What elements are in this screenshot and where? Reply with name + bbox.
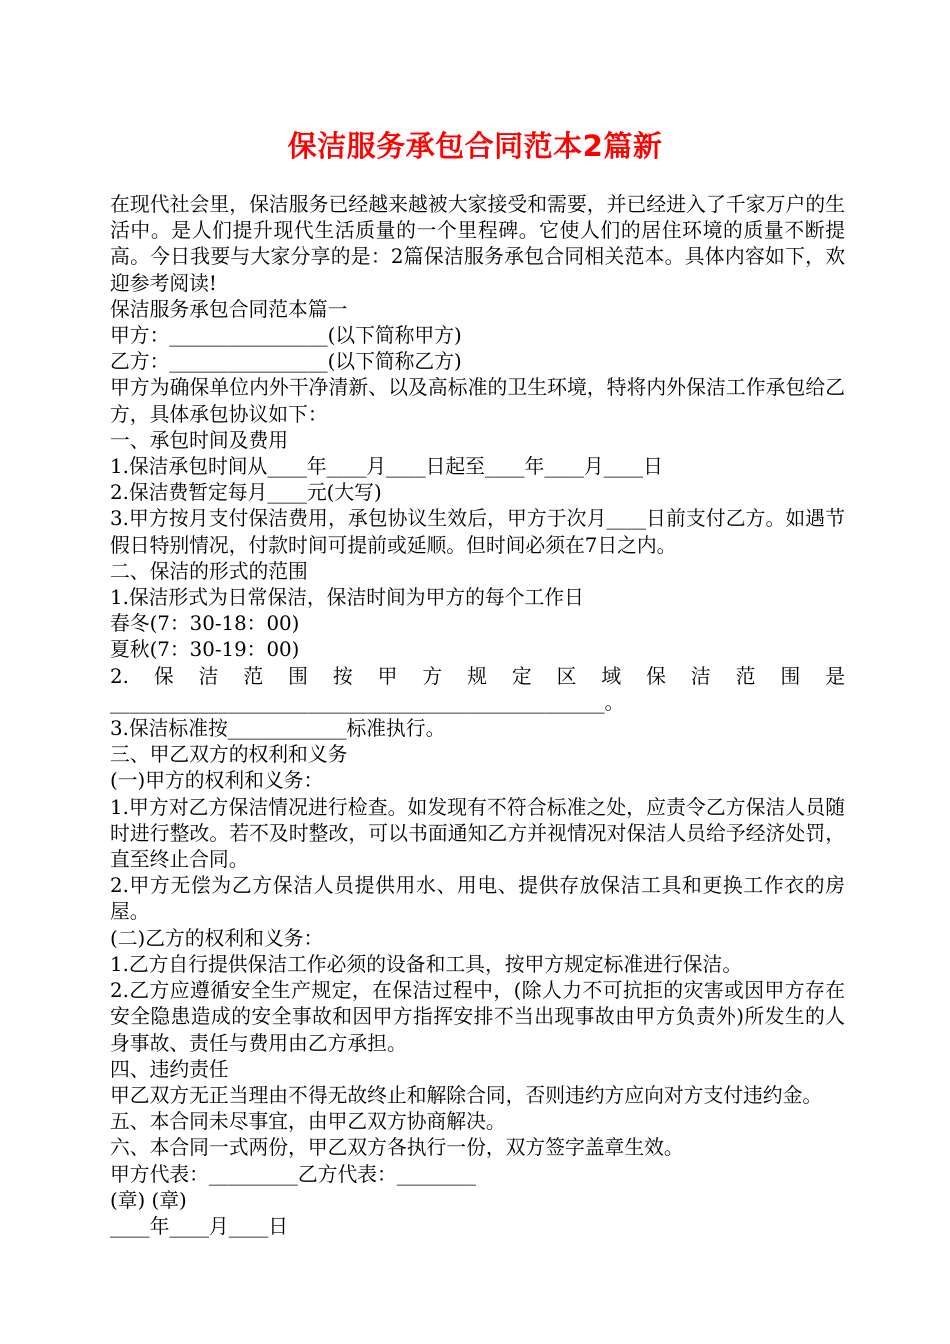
document-title: 保洁服务承包合同范本2篇新 xyxy=(287,129,663,163)
intro-paragraph: 在现代社会里，保洁服务已经越来越被大家接受和需要，并已经进入了千家万户的生活中。是人们提升现代生活质量的一个里程碑。它使人们的居住环境的质量不断提高。今日我要与大家分享的是：2篇保洁服务承包合同相关范本。具体内容如下，欢迎参考阅读! xyxy=(110,193,845,295)
paragraph: 2.乙方应遵循安全生产规定，在保洁过程中，(除人力不可抗拒的灾害或因甲方存在安全隐患造成的安全事故和因甲方指挥安排不当出现事故由甲方负责外)所发生的人身事故、责任与费用由乙方承担。 xyxy=(110,979,845,1055)
clause-heading: 一、承包时间及费用 xyxy=(110,428,289,452)
paragraph: 1.甲方对乙方保洁情况进行检查。如发现有不符合标准之处，应责令乙方保洁人员随时进行整改。若不及时整改，可以书面通知乙方并视情况对保洁人员给予经济处罚，直至终止合同。 xyxy=(110,795,845,872)
paragraph: 2.保洁费暂定每月____元(大写) xyxy=(110,481,382,505)
paragraph: 3.甲方按月支付保洁费用，承包协议生效后，甲方于次月____日前支付乙方。如遇节假日特别情况，付款时间可提前或延顺。但时间必须在7日之内。 xyxy=(110,507,845,557)
document-body xyxy=(110,192,845,1240)
paragraph: 甲乙双方无正当理由不得无故终止和解除合同，否则违约方应向对方支付违约金。 xyxy=(110,1083,823,1107)
paragraph: 3.保洁标准按____________标准执行。 xyxy=(110,717,446,741)
clause-heading: 三、甲乙双方的权利和义务 xyxy=(110,743,348,767)
party-a-line: 甲方：________________(以下简称甲方) xyxy=(110,324,462,348)
date-line: ____年____月____日 xyxy=(110,1214,289,1238)
paragraph: 2.保洁范围按甲方规定区域保洁范围是__________________________________________________。 xyxy=(110,664,845,714)
paragraph: 1.乙方自行提供保洁工作必须的设备和工具，按甲方规定标准进行保洁。 xyxy=(110,952,743,976)
paragraph: 夏秋(7：30-19：00) xyxy=(110,638,300,662)
seal-line: (章) (章) xyxy=(110,1188,187,1212)
signature-line: 甲方代表：_________乙方代表：________ xyxy=(110,1162,476,1186)
paragraph: 五、本合同未尽事宜，由甲乙双方协商解决。 xyxy=(110,1110,506,1134)
sub-heading: (二)乙方的权利和义务： xyxy=(110,926,324,950)
section-heading: 保洁服务承包合同范本篇一 xyxy=(110,297,348,321)
clause-heading: 二、保洁的形式的范围 xyxy=(110,559,308,583)
clause-heading: 四、违约责任 xyxy=(110,1057,229,1081)
party-b-line: 乙方：________________(以下简称乙方) xyxy=(110,350,462,374)
paragraph: 1.保洁承包时间从____年____月____日起至____年____月____日 xyxy=(110,455,663,479)
paragraph: 甲方为确保单位内外干净清新、以及高标准的卫生环境，特将内外保洁工作承包给乙方，具体承包协议如下： xyxy=(110,376,845,426)
paragraph: 1.保洁形式为日常保洁，保洁时间为甲方的每个工作日 xyxy=(110,586,584,610)
paragraph: 2.甲方无偿为乙方保洁人员提供用水、用电、提供存放保洁工具和更换工作衣的房屋。 xyxy=(110,874,845,924)
paragraph: 六、本合同一式两份，甲乙双方各执行一份，双方签字盖章生效。 xyxy=(110,1136,684,1160)
paragraph: 春冬(7：30-18：00) xyxy=(110,612,300,636)
sub-heading: (一)甲方的权利和义务： xyxy=(110,769,324,793)
